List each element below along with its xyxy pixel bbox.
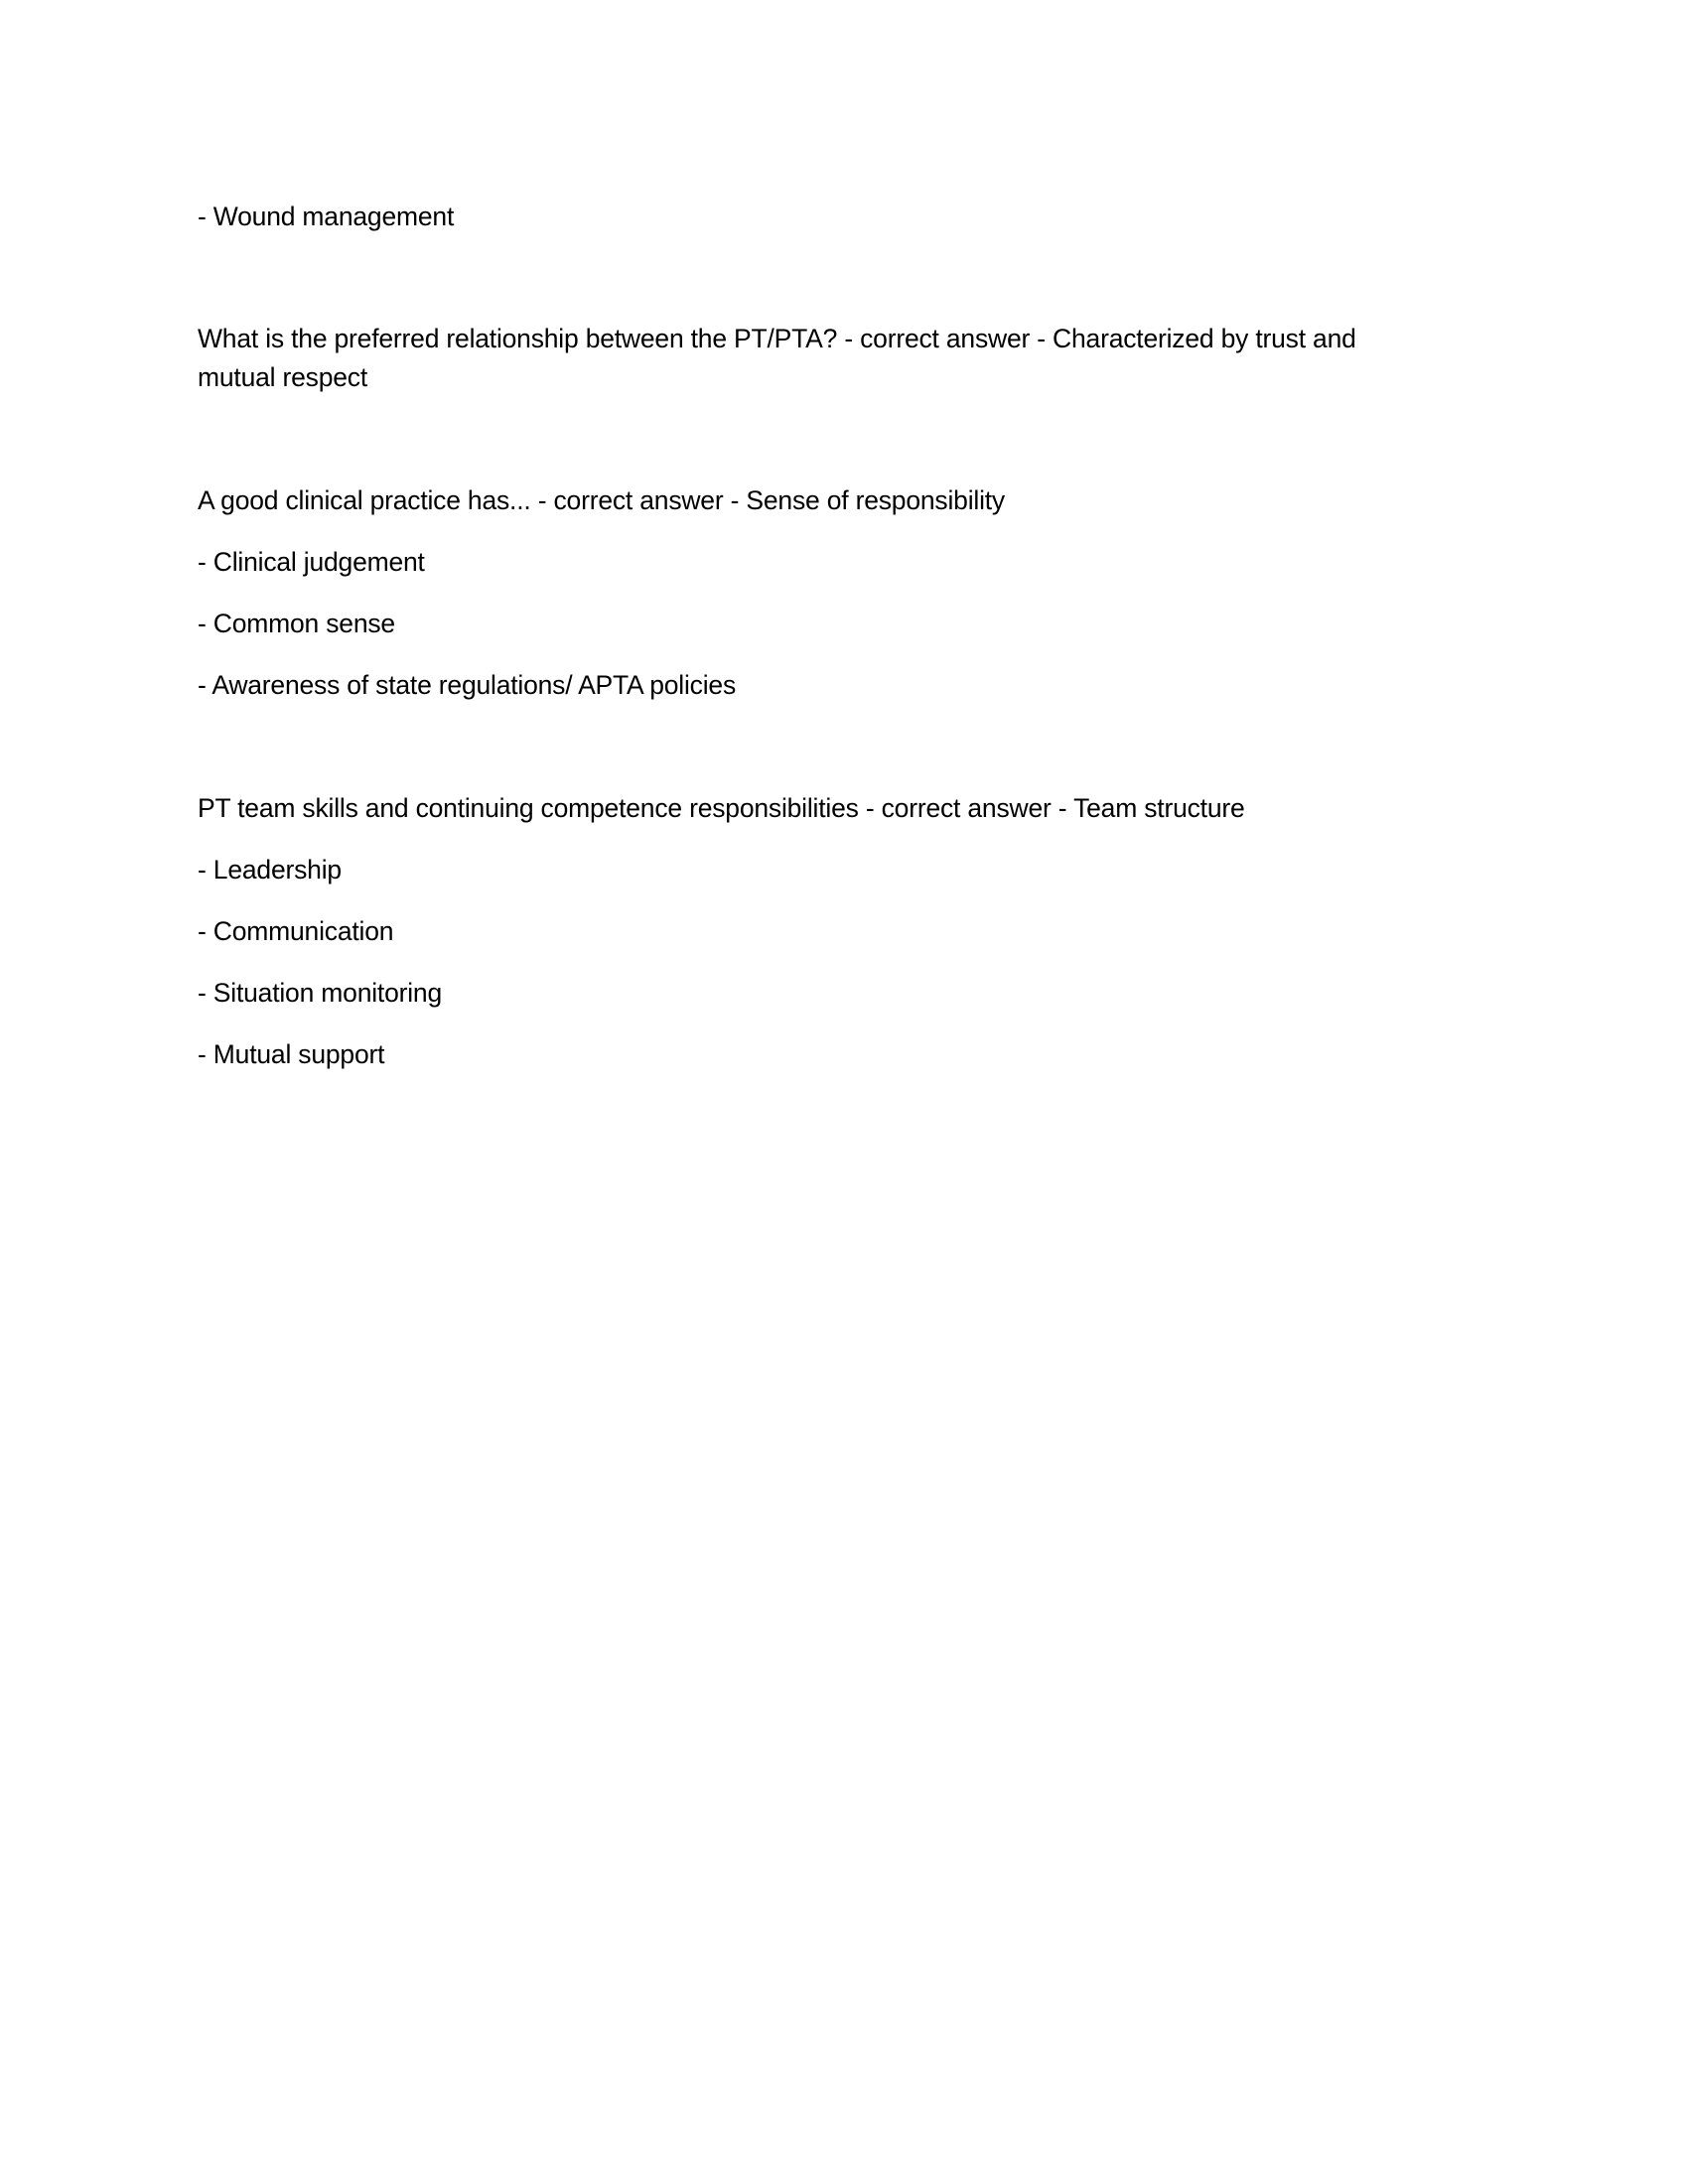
list-item-clinical-judgement: - Clinical judgement xyxy=(198,547,425,577)
list-item-wound-management: - Wound management xyxy=(198,202,455,231)
list-item-situation-monitoring: - Situation monitoring xyxy=(198,978,443,1008)
list-item-mutual-support: - Mutual support xyxy=(198,1039,385,1069)
answer-continuation: mutual respect xyxy=(198,362,368,392)
list-item-common-sense: - Common sense xyxy=(198,609,395,638)
question-pt-pta-relationship: What is the preferred relationship between the PT/PTA? - correct answer - Characterized by trust and xyxy=(198,324,1356,353)
question-pt-team-skills: PT team skills and continuing competence responsibilities - correct answer - Team structure xyxy=(198,793,1245,823)
question-good-clinical-practice: A good clinical practice has... - correct answer - Sense of responsibility xyxy=(198,485,1005,515)
list-item-leadership: - Leadership xyxy=(198,855,342,885)
list-item-communication: - Communication xyxy=(198,916,394,946)
list-item-awareness-regulations: - Awareness of state regulations/ APTA policies xyxy=(198,670,737,700)
